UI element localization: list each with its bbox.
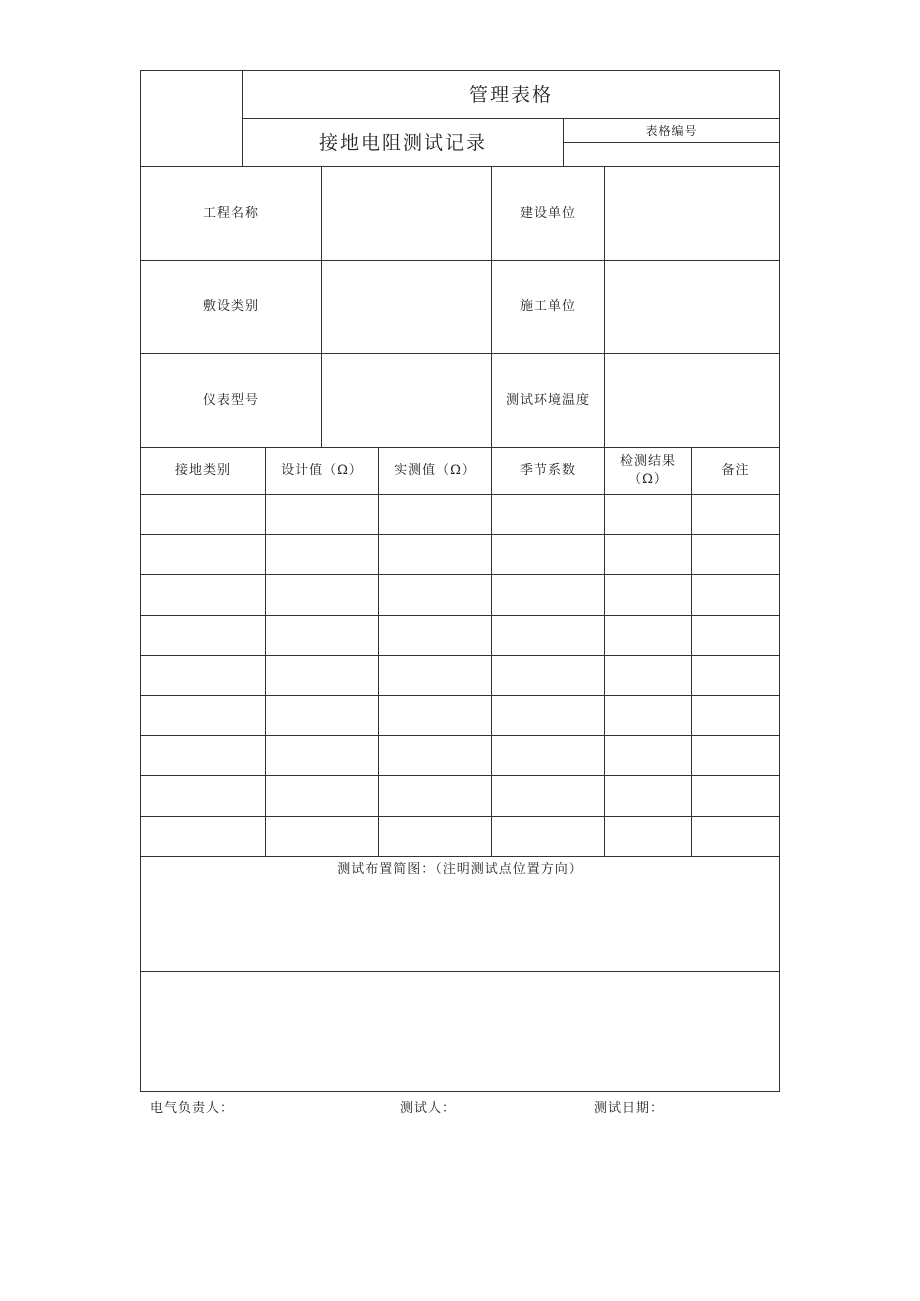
table-cell[interactable] [492, 616, 604, 655]
test-temperature-field[interactable] [605, 354, 779, 447]
column-header: 检测结果（Ω） [619, 454, 676, 487]
tester-label: 测试人： [400, 1101, 457, 1116]
form-number-field[interactable] [564, 143, 779, 166]
table-cell[interactable] [379, 776, 491, 816]
column-header: 备注 [721, 463, 750, 478]
table-cell[interactable] [379, 535, 491, 574]
column-header: 实测值（Ω） [394, 463, 476, 478]
column-header: 接地类别 [174, 463, 231, 478]
table-cell[interactable] [492, 776, 604, 816]
remarks-area[interactable] [141, 972, 779, 1091]
table-cell[interactable] [141, 495, 265, 534]
table-cell[interactable] [379, 696, 491, 735]
contractor-label: 施工单位 [519, 299, 576, 314]
table-cell[interactable] [492, 575, 604, 615]
table-cell[interactable] [379, 495, 491, 534]
form-title: 接地电阻测试记录 [318, 131, 487, 154]
test-date-label: 测试日期： [594, 1101, 665, 1116]
table-cell[interactable] [692, 736, 779, 775]
instrument-model-field[interactable] [322, 354, 491, 447]
table-cell[interactable] [141, 696, 265, 735]
table-cell[interactable] [266, 575, 378, 615]
project-name-label: 工程名称 [202, 205, 259, 221]
table-row-line [140, 856, 780, 857]
table-cell[interactable] [692, 616, 779, 655]
instrument-model-label: 仪表型号 [202, 392, 259, 408]
form-category-title: 管理表格 [468, 83, 553, 106]
table-cell[interactable] [692, 776, 779, 816]
table-cell[interactable] [605, 817, 691, 856]
table-cell[interactable] [266, 817, 378, 856]
table-cell[interactable] [141, 776, 265, 816]
construction-unit-label: 建设单位 [519, 205, 576, 221]
table-cell[interactable] [141, 535, 265, 574]
table-cell[interactable] [379, 575, 491, 615]
table-cell[interactable] [141, 575, 265, 615]
construction-unit-field[interactable] [605, 167, 779, 260]
table-cell[interactable] [605, 776, 691, 816]
table-cell[interactable] [605, 696, 691, 735]
table-cell[interactable] [266, 535, 378, 574]
table-cell[interactable] [141, 817, 265, 856]
table-cell[interactable] [266, 776, 378, 816]
form-number-label: 表格编号 [645, 123, 698, 138]
table-cell[interactable] [692, 575, 779, 615]
table-cell[interactable] [605, 495, 691, 534]
table-cell[interactable] [141, 736, 265, 775]
table-cell[interactable] [605, 736, 691, 775]
table-cell[interactable] [266, 656, 378, 695]
table-cell[interactable] [692, 535, 779, 574]
laying-type-label: 敷设类别 [202, 299, 259, 314]
table-cell[interactable] [379, 817, 491, 856]
contractor-field[interactable] [605, 261, 779, 353]
table-cell[interactable] [492, 535, 604, 574]
electrical-lead-label: 电气负责人： [150, 1101, 235, 1116]
test-temperature-label: 测试环境温度 [505, 392, 590, 408]
table-cell[interactable] [605, 616, 691, 655]
table-cell[interactable] [492, 736, 604, 775]
table-cell[interactable] [266, 495, 378, 534]
table-cell[interactable] [266, 616, 378, 655]
column-header: 季节系数 [519, 463, 576, 478]
table-cell[interactable] [379, 616, 491, 655]
table-cell[interactable] [492, 817, 604, 856]
layout-sketch-area[interactable] [141, 880, 779, 970]
project-name-field[interactable] [322, 167, 491, 260]
table-cell[interactable] [379, 656, 491, 695]
layout-note: 测试布置简图：（注明测试点位置方向） [337, 862, 583, 877]
border-right [779, 70, 780, 1092]
table-cell[interactable] [266, 736, 378, 775]
table-cell[interactable] [692, 495, 779, 534]
table-cell[interactable] [141, 656, 265, 695]
table-cell[interactable] [141, 616, 265, 655]
border-bottom [140, 1091, 780, 1092]
table-cell[interactable] [605, 656, 691, 695]
table-cell[interactable] [692, 656, 779, 695]
table-cell[interactable] [605, 535, 691, 574]
laying-type-field[interactable] [322, 261, 491, 353]
table-cell[interactable] [492, 696, 604, 735]
table-cell[interactable] [692, 696, 779, 735]
table-cell[interactable] [266, 696, 378, 735]
table-cell[interactable] [605, 575, 691, 615]
table-cell[interactable] [492, 495, 604, 534]
column-header: 设计值（Ω） [281, 463, 363, 478]
table-cell[interactable] [492, 656, 604, 695]
table-cell[interactable] [379, 736, 491, 775]
table-cell[interactable] [692, 817, 779, 856]
